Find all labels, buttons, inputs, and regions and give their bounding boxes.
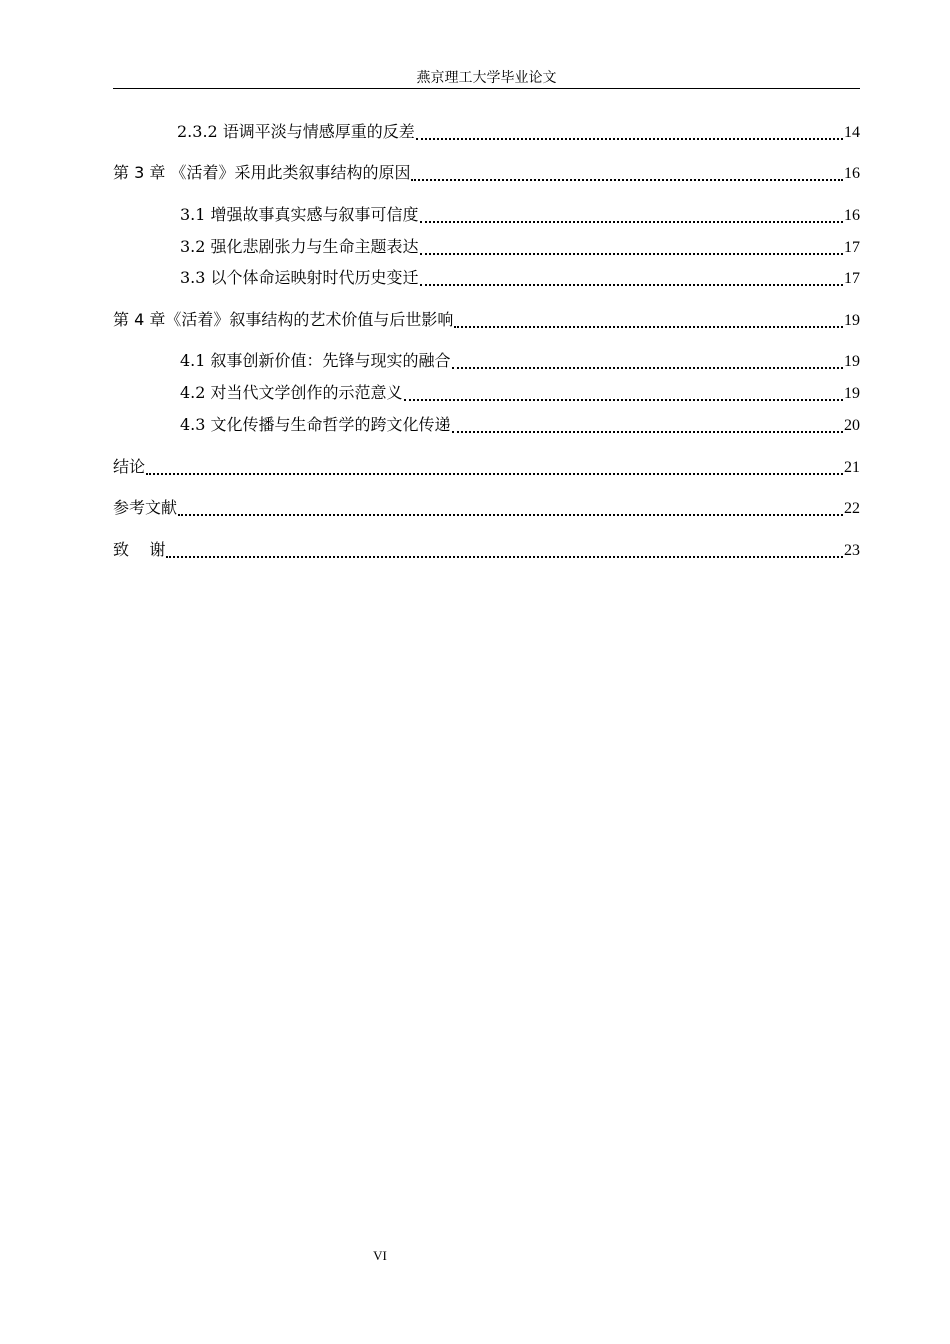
toc-entry-page: 19	[844, 385, 860, 402]
toc-entry-title: 4.1 叙事创新价值：先锋与现实的融合	[180, 351, 451, 370]
toc-entry-page: 22	[844, 500, 860, 517]
toc-entry-2-3-2[interactable]	[113, 120, 860, 144]
toc-entry-title: 4.3 文化传播与生命哲学的跨文化传递	[180, 415, 451, 434]
toc-entry-title: 3.1 增强故事真实感与叙事可信度	[180, 205, 419, 224]
toc-entry-3-1[interactable]	[113, 203, 860, 227]
toc-entry-conclusion[interactable]	[113, 455, 860, 479]
toc-entry-acknowledgements[interactable]	[113, 538, 860, 562]
toc-entry-4-3[interactable]	[113, 413, 860, 437]
toc-entry-page: 16	[844, 165, 860, 182]
toc-entry-page: 14	[844, 124, 860, 141]
toc-entry-title: 第 4 章《活着》叙事结构的艺术价值与后世影响	[113, 310, 454, 329]
toc-entry-3-3[interactable]	[113, 266, 860, 290]
toc-entry-page: 19	[844, 312, 860, 329]
dot-leader	[452, 367, 843, 369]
dot-leader	[166, 556, 843, 558]
toc-entry-page: 19	[844, 353, 860, 370]
toc-entry-title: 结论	[113, 457, 146, 476]
toc-entry-title: 4.2 对当代文学创作的示范意义	[180, 383, 403, 402]
dot-leader	[178, 514, 843, 516]
dot-leader	[404, 399, 843, 401]
toc-entry-title: 参考文献	[113, 498, 178, 517]
toc-entry-page: 23	[844, 542, 860, 559]
toc-entry-4-2[interactable]	[113, 381, 860, 405]
toc-entry-page: 17	[844, 270, 860, 287]
dot-leader	[454, 326, 843, 328]
dot-leader	[420, 221, 843, 223]
dot-leader	[452, 431, 843, 433]
toc-entry-page: 17	[844, 239, 860, 256]
toc-entry-title: 3.3 以个体命运映射时代历史变迁	[180, 268, 419, 287]
toc-entry-title: 第 3 章 《活着》采用此类叙事结构的原因	[113, 163, 411, 182]
toc-entry-title: 致 谢	[113, 540, 166, 559]
page-number: VI	[373, 1248, 387, 1263]
toc-entry-page: 21	[844, 459, 860, 476]
toc-entry-4-1[interactable]	[113, 349, 860, 373]
toc-entry-references[interactable]	[113, 496, 860, 520]
toc-entry-page: 16	[844, 207, 860, 224]
dot-leader	[411, 179, 843, 181]
toc-entry-chapter-4[interactable]	[113, 308, 860, 332]
toc-entry-page: 20	[844, 417, 860, 434]
toc-entry-3-2[interactable]	[113, 235, 860, 259]
dot-leader	[420, 253, 843, 255]
dot-leader	[416, 138, 843, 140]
toc-entry-title: 3.2 强化悲剧张力与生命主题表达	[180, 237, 419, 256]
toc-entry-title: 2.3.2 语调平淡与情感厚重的反差	[177, 122, 415, 141]
dot-leader	[146, 473, 843, 475]
dot-leader	[420, 284, 843, 286]
toc-entry-chapter-3[interactable]	[113, 161, 860, 185]
page-header: 燕京理工大学毕业论文	[113, 68, 860, 89]
